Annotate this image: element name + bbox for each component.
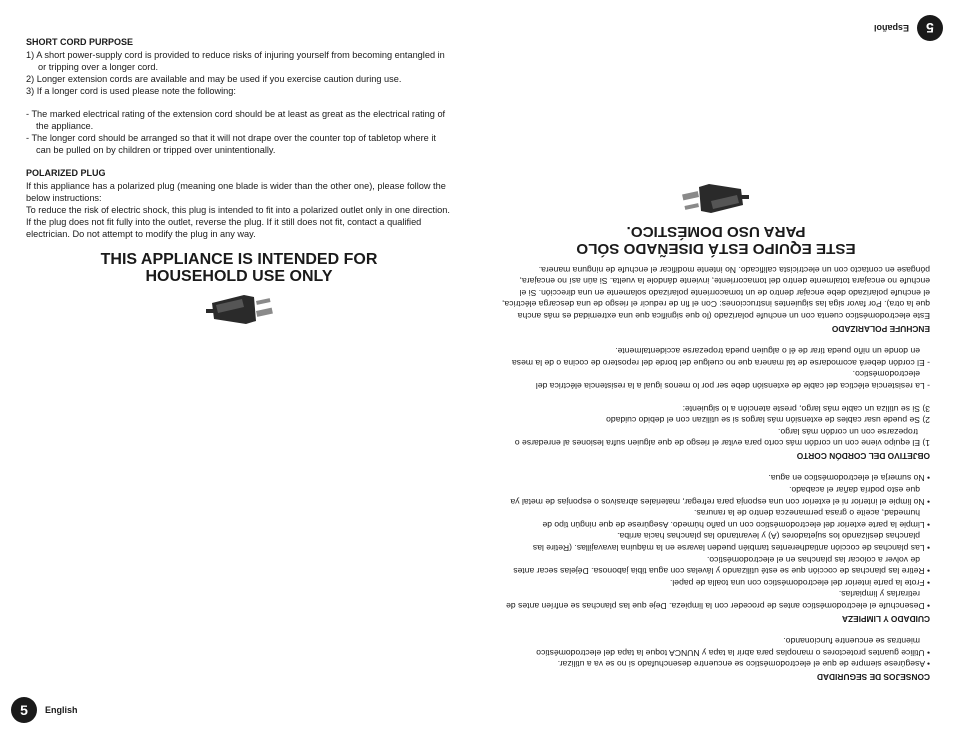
household-notice-line-2: HOUSEHOLD USE ONLY [145,268,333,285]
spanish-content [502,181,930,682]
care-cleaning-item: • Limpie la parte exterior del electrodoméstico con un paño húmedo. Asegúrese de que ningún tipo de humedad, aceite o grasa permanezca dentro de la ranuras. [542,508,930,530]
english-content [26,36,452,327]
short-cord-heading-es: OBJETIVO DEL CORDÓN CORTO [796,450,930,461]
polarized-plug-heading: POLARIZED PLUG [26,168,106,178]
safety-tip-item: • Asegúrese siempre de que el electrodoméstico se encuentre desenchufado si no se va a utilizar. [557,659,930,670]
short-cord-item-es: 3) Si se utiliza un cable más largo, preste atención a lo siguiente: [682,403,930,414]
polarized-plug-instructions: To reduce the risk of electric shock, this plug is intended to fit into a polarized outlet only in one direction. If the plug does not fit fully into the outlet, reverse the plug. If it still does not fit, contact a qualified electrician. Do not attempt to modify the plug in any way. [26,205,450,239]
care-cleaning-item: • No sumerja el electrodoméstico en agua. [768,473,930,484]
household-notice-es-line-2: PARA USO DOMÉSTICO. [626,223,806,240]
safety-tip-item: • Utilice guantes protectores o manoplas para abrir la tapa y NUNCA toque la tapa del electrodoméstico mientras se encuentre funcionando. [536,636,930,658]
extension-cord-note: - The longer cord should be arranged so that it will not drape over the counter top of tabletop where it can be pulled on by children or tripped over unintentionally. [26,133,436,155]
care-cleaning-item: • Retire las planchas de cocción que se esté utilizando y lávelas con agua tibia jabonosa. Déjelas secar antes de volver a colocar las planchas en el electrodoméstico. [513,554,930,577]
short-cord-item-es: 2) Se puede usar cables de extensión más largos si se utilizan con el debido cuidado [606,415,930,426]
short-cord-item-es: 1) El equipo viene con un cordón más corto para evitar el riesgo de que alguien sufra lesiones al enredarse o tropezarse con un cordón más largo. [514,426,930,449]
household-notice-es-line-1: ESTE EQUIPO ESTÁ DISEÑADO SÓLO [576,240,856,257]
polarized-plug-text-es: Este electrodoméstico cuenta con un enchufe polarizado (lo que significa que una extremidad es más ancha que la otra). Por favor siga las siguientes instrucciones: Con el fin de reducir el riesgo de una descarga eléctrica, el enchufe polarizado debe encajar dentro de un tomacorriente polarizado solamente en una dirección. Si el enchufe no encajara totalmente dentro del tomacorriente, inviente dándole la vuelta. Si aún así no encajara, póngase en contacto con un electricista calificado. No intente modificar el enchufe de ninguna manera. [501,264,930,321]
polarized-plug-intro: If this appliance has a polarized plug (meaning one blade is wider than the other one), please follow the below instructions: [26,181,446,203]
care-cleaning-item: • Frote la parte interior del electrodoméstico con una toalla de papel. [669,577,930,588]
short-cord-item: 1) A short power-supply cord is provided to reduce risks of injuring yourself from becoming entangled in or tripping over a longer cord. [26,50,445,72]
polarized-plug-icon [681,181,751,217]
spanish-page [477,0,954,738]
household-notice-line-1: THIS APPLIANCE IS INTENDED FOR [100,251,378,268]
care-cleaning-item: • Las planchas de cocción antiadherentes también pueden lavarse en la máquina lavavajillas. (Retire las planchas deslizando los sujetadores (A) y levantando las planchas hacia arriba. [532,531,930,554]
care-cleaning-item: • Desenchufe el electrodoméstico antes de proceder con la limpieza. Deje que las planchas se enfríen antes de retirarlas y limpiarlas. [506,589,930,612]
polarized-plug-heading-es: ENCHUFE POLARIZADO [831,323,930,334]
english-footer [11,697,78,723]
page-number-badge: 5 [11,697,37,723]
extension-cord-note: - The marked electrical rating of the extension cord should be at least as great as the electrical rating of the appliance. [26,109,446,131]
page-number-badge: 5 [917,15,943,41]
care-cleaning-item: • No limpie el interior ni el exterior con una esponja para refregar, materiales abrasivos o esponjas de metal ya que esto podría dañar el acabado. [510,485,930,507]
short-cord-heading: SHORT CORD PURPOSE [26,37,134,47]
short-cord-item: 2) Longer extension cords are available and may be used if you exercise caution during use. [26,74,402,84]
extension-cord-note-es: - El cordón deberá acomodarse de tal manera que no cuelgue del borde del repostero de cocina o de la mesa en donde un niño pueda tirar de él o alguien pueda tropezarse accidentalmente. [511,346,930,368]
care-cleaning-heading: CUIDADO Y LIMPIEZA [841,613,930,624]
polarized-plug-icon [204,291,274,327]
spanish-footer [874,15,943,41]
safety-tips-heading: CONSEJOS DE SEGURIDAD [816,672,930,682]
language-label: English [45,705,78,715]
language-label: Español [873,23,909,33]
short-cord-item: 3) If a longer cord is used please note the following: [26,86,236,96]
extension-cord-note-es: - La resistencia eléctica del cable de extensión debe ser por lo menos igual a la resistencia eléctrica del electrodoméstico. [535,369,930,391]
